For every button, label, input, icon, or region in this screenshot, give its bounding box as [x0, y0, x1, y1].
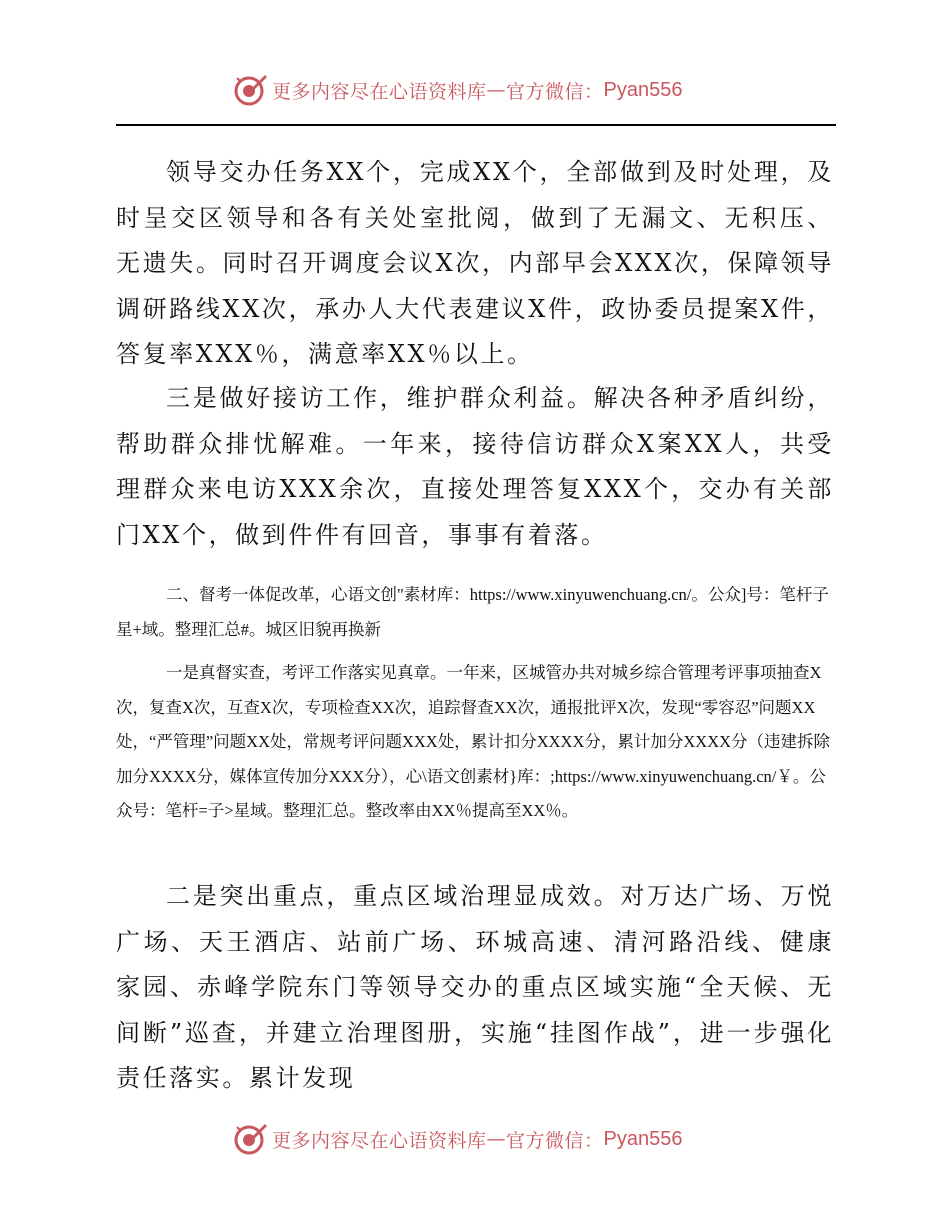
banner-separator: — [486, 1128, 507, 1150]
document-body [116, 150, 834, 1102]
paragraph-2: 三是做好接访工作，维护群众利益。解决各种矛盾纠纷，帮助群众排忧解难。一年来，接待信访群众X案XX人，共受理群众来电访XXX余次，直接处理答复XXX个，交办有关部门XX个，做到件件有回音，事事有着落。 [116, 384, 834, 549]
header-divider [116, 124, 836, 126]
banner-title: 更多内容尽在心语资料库 [272, 80, 487, 103]
paragraph-4: 二是突出重点，重点区域治理显成效。对万达广场、万悦广场、天王酒店、站前广场、环城高速、清河路沿线、健康家园、赤峰学院东门等领导交办的重点区域实施“全天候、无间断”巡查，并建立治理图册，实施“挂图作战”，进一步强化责任落实。累计发现 [116, 882, 834, 1092]
pen-logo-icon [232, 72, 268, 108]
banner-separator: — [486, 79, 507, 101]
paragraph-1: 领导交办任务XX个，完成XX个，全部做到及时处理，及时呈交区领导和各有关处室批阅，做到了无漏文、无积压、无遗失。同时召开调度会议X次，内部早会XXX次，保障领导调研路线XX次，承办人大代表建议X件，政协委员提案X件，答复率XXX％，满意率XX％以上。 [116, 158, 834, 368]
banner-title: 更多内容尽在心语资料库 [272, 1129, 487, 1152]
footer-banner [0, 1117, 950, 1161]
banner-wechat-label: 官方微信： [506, 1129, 604, 1152]
pen-logo-icon [232, 1121, 268, 1157]
banner-wechat-id: Pyan556 [603, 78, 683, 101]
banner-wechat-id: Pyan556 [603, 1127, 683, 1150]
paragraph-3: 一是真督实查，考评工作落实见真章。一年来，区城管办共对城乡综合管理考评事项抽查X次，复查X次，互查X次，专项检查XX次，追踪督查XX次，通报批评X次，发现“零容忍”问题XX处，“严管理”问题XX处，常规考评问题XXX处，累计扣分XXXX分，累计加分XXXX分（违建拆除加分XXXX分，媒体宣传加分XXX分），心\语文创素材}库：;https://www.xinyuwenchuang.cn/￥。公众号：笔杆=子>星域。整理汇总。整改率由XX％提高至XX％。 [116, 663, 831, 821]
section-heading-2: 二、督考一体促改革，心语文创"素材库：https://www.xinyuwenchuang.cn/。公众]号：笔杆子星+域。整理汇总#。城区旧貌再换新 [116, 585, 829, 639]
header-banner [0, 68, 950, 112]
banner-wechat-label: 官方微信： [506, 80, 604, 103]
